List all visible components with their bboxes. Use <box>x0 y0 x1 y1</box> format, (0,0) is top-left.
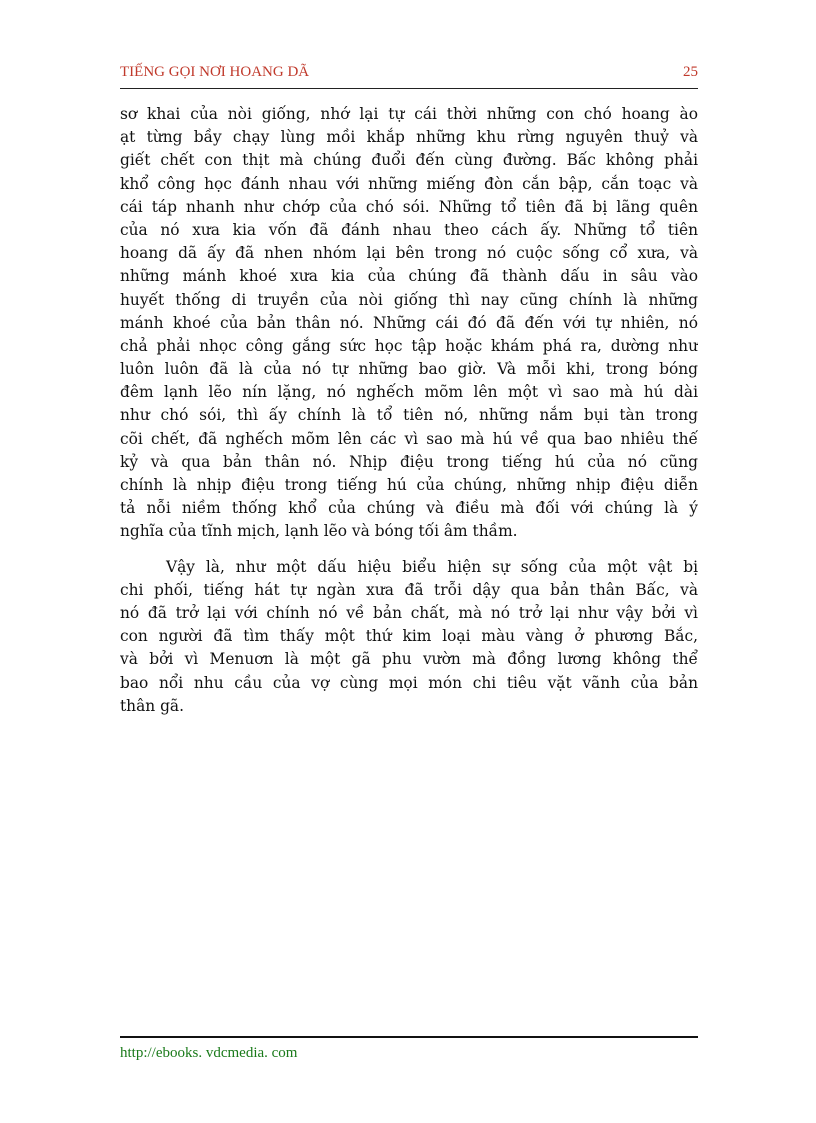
text-line: Vậy là, như một dấu hiệu biểu hiện sự sống của một vật bị <box>166 557 698 576</box>
text-line: bao nổi nhu cầu của vợ cùng mọi món chi tiêu vặt vãnh của bản <box>120 673 698 692</box>
text-line: khổ công học đánh nhau với những miếng đòn cắn bập, cắn toạc và <box>120 174 698 193</box>
page-header <box>120 64 698 89</box>
text-line: chính là nhịp điệu trong tiếng hú của chúng, những nhịp điệu diễn <box>120 476 698 494</box>
text-line: như chó sói, thì ấy chính là tổ tiên nó, những nắm bụi tàn trong <box>120 406 698 425</box>
footer-divider <box>120 1036 698 1038</box>
page-number: 25 <box>683 64 698 80</box>
paragraph-1 <box>120 103 698 544</box>
text-line: chả phải nhọc công gắng sức học tập hoặc khám phá ra, dường như <box>120 336 698 355</box>
body-text <box>120 103 698 718</box>
text-line: kỷ và qua bản thân nó. Nhịp điệu trong tiếng hú của nó cũng <box>120 452 698 471</box>
text-line: cái táp nhanh như chớp của chó sói. Những tổ tiên đã bị lãng quên <box>120 197 698 216</box>
text-line: đêm lạnh lẽo nín lặng, nó nghếch mõm lên một vì sao mà hú dài <box>120 383 698 402</box>
text-line: mánh khoé của bản thân nó. Những cái đó đã đến với tự nhiên, nó <box>120 313 698 332</box>
text-line: tả nỗi niềm thống khổ của chúng và điều mà đối với chúng là ý <box>120 499 698 518</box>
text-line: thân gã. <box>120 696 184 715</box>
book-title: TIẾNG GỌI NƠI HOANG DÃ <box>120 64 310 80</box>
text-line: và bởi vì Menuơn là một gã phu vườn mà đồng lương không thể <box>120 650 698 669</box>
paragraph-2 <box>120 556 698 718</box>
text-line: ạt từng bầy chạy lùng mồi khắp những khu rừng nguyên thuỷ và <box>120 128 698 147</box>
text-line: nghĩa của tĩnh mịch, lạnh lẽo và bóng tối âm thầm. <box>120 522 518 541</box>
text-line: huyết thống di truyền của nòi giống thì nay cũng chính là những <box>120 290 698 309</box>
text-line: những mánh khoé xưa kia của chúng đã thành dấu in sâu vào <box>120 267 698 286</box>
text-line: cõi chết, đã nghếch mõm lên các vì sao mà hú về qua bao nhiêu thế <box>120 429 698 448</box>
text-line: hoang dã ấy đã nhen nhóm lại bên trong nó cuộc sống cổ xưa, và <box>120 244 698 263</box>
footer-url[interactable]: http://ebooks. vdcmedia. com <box>120 1045 298 1061</box>
text-line: giết chết con thịt mà chúng đuổi đến cùng đường. Bấc không phải <box>120 151 698 170</box>
text-line: sơ khai của nòi giống, nhớ lại tự cái thời những con chó hoang ào <box>120 105 698 123</box>
text-line: nó đã trở lại với chính nó về bản chất, mà nó trở lại như vậy bởi vì <box>120 603 698 622</box>
text-line: con người đã tìm thấy một thứ kim loại màu vàng ở phương Bắc, <box>120 627 698 646</box>
text-line: của nó xưa kia vốn đã đánh nhau theo cách ấy. Những tổ tiên <box>120 220 698 239</box>
text-line: chi phối, tiếng hát tự ngàn xưa đã trỗi dậy qua bản thân Bấc, và <box>120 580 698 599</box>
text-line: luôn luôn đã là của nó tự những bao giờ. Và mỗi khi, trong bóng <box>120 360 698 379</box>
